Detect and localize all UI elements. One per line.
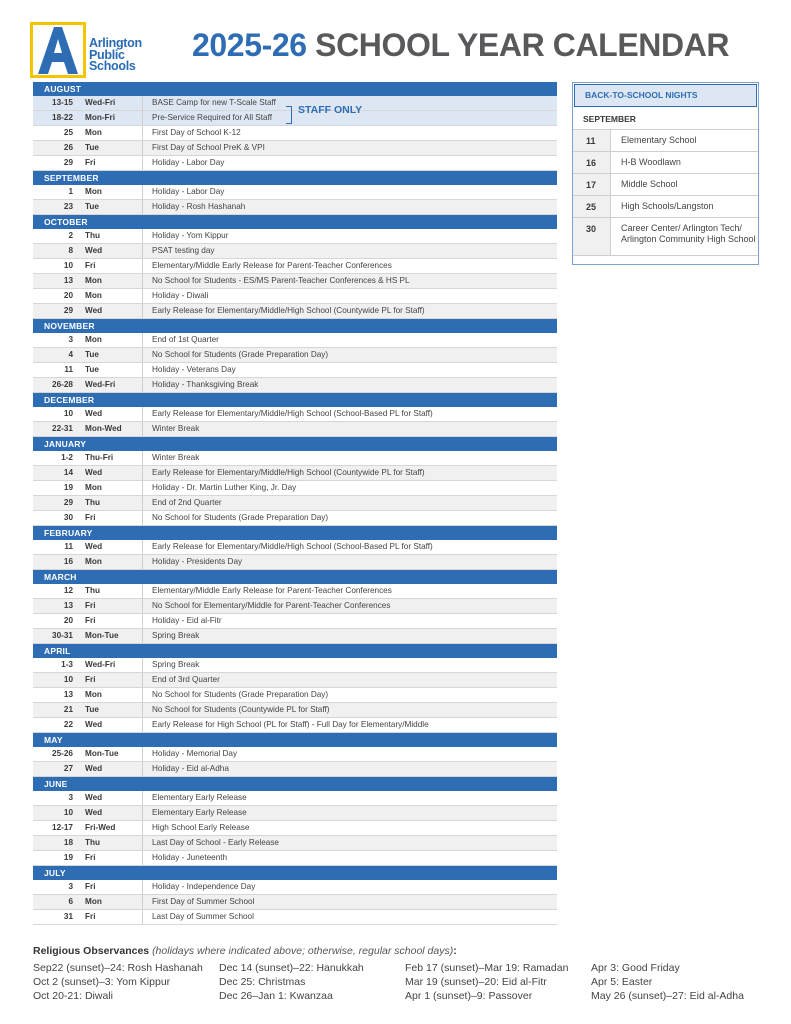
row-description: No School for Elementary/Middle for Parent-Teacher Conferences [152, 601, 391, 610]
month-header: JANUARY [33, 437, 557, 451]
row-date: 20 [63, 291, 73, 300]
bts-school: Middle School [610, 174, 758, 195]
row-day: Wed-Fri [85, 660, 116, 669]
table-row [33, 806, 557, 821]
month-header: OCTOBER [33, 215, 557, 229]
column-divider [142, 407, 143, 421]
religious-item: Apr 5: Easter [591, 976, 653, 988]
column-divider [142, 496, 143, 510]
row-date: 18-22 [52, 113, 73, 122]
row-date: 13 [63, 690, 73, 699]
religious-item: Sep22 (sunset)–24: Rosh Hashanah [33, 962, 203, 974]
row-day: Wed [85, 542, 103, 551]
table-row [33, 111, 557, 126]
row-date: 10 [63, 261, 73, 270]
column-divider [142, 851, 143, 865]
row-description: End of 3rd Quarter [152, 675, 220, 684]
column-divider [142, 378, 143, 392]
table-row [33, 244, 557, 259]
row-day: Fri [85, 912, 96, 921]
row-day: Fri [85, 601, 96, 610]
row-date: 10 [63, 808, 73, 817]
row-day: Wed [85, 306, 103, 315]
row-description: Holiday - Labor Day [152, 187, 225, 196]
row-day: Tue [85, 365, 99, 374]
row-description: Elementary Early Release [152, 793, 247, 802]
row-date: 12-17 [52, 823, 73, 832]
table-row [33, 126, 557, 141]
table-row [33, 614, 557, 629]
table-row [33, 880, 557, 895]
column-divider [142, 96, 143, 110]
staff-only-label: STAFF ONLY [298, 104, 363, 116]
row-day: Thu [85, 231, 101, 240]
religious-column [33, 961, 203, 1003]
row-day: Tue [85, 202, 99, 211]
table-row [33, 629, 557, 644]
row-description: Elementary Early Release [152, 808, 247, 817]
row-description: Early Release for Elementary/Middle/High School (School-Based PL for Staff) [152, 409, 433, 418]
religious-item: Feb 17 (sunset)–Mar 19: Ramadan [405, 962, 569, 974]
table-row [33, 762, 557, 777]
row-description: Holiday - Presidents Day [152, 557, 243, 566]
row-description: Holiday - Independence Day [152, 882, 256, 891]
row-description: PSAT testing day [152, 246, 215, 255]
bts-school: H-B Woodlawn [610, 152, 758, 173]
column-divider [142, 673, 143, 687]
row-date: 19 [63, 853, 73, 862]
row-description: Holiday - Thanksgiving Break [152, 380, 259, 389]
table-row [33, 185, 557, 200]
table-row [33, 156, 557, 171]
row-date: 1-3 [61, 660, 73, 669]
column-divider [142, 658, 143, 672]
religious-item: Apr 1 (sunset)–9: Passover [405, 990, 533, 1002]
row-day: Mon-Wed [85, 424, 122, 433]
row-day: Tue [85, 705, 99, 714]
column-divider [142, 511, 143, 525]
column-divider [142, 304, 143, 318]
table-row [33, 703, 557, 718]
table-row [33, 791, 557, 806]
row-date: 27 [63, 764, 73, 773]
religious-column [219, 961, 364, 1003]
row-day: Fri [85, 616, 96, 625]
column-divider [142, 614, 143, 628]
month-header: DECEMBER [33, 393, 557, 407]
table-row [33, 481, 557, 496]
logo-text: Arlington Public Schools [89, 36, 142, 73]
table-row [33, 229, 557, 244]
table-row [33, 451, 557, 466]
row-description: First Day of Summer School [152, 897, 255, 906]
row-date: 11 [64, 542, 73, 551]
row-day: Mon [85, 483, 102, 492]
row-description: Last Day of Summer School [152, 912, 254, 921]
row-description: First Day of School K-12 [152, 128, 241, 137]
row-day: Tue [85, 143, 99, 152]
back-to-school-month: SEPTEMBER [573, 108, 758, 130]
religious-note: (holidays where indicated above; otherwise, regular school days) [152, 945, 454, 957]
list-item [573, 174, 758, 196]
table-row [33, 304, 557, 319]
row-date: 25-26 [52, 749, 73, 758]
month-header: AUGUST [33, 82, 557, 96]
column-divider [142, 629, 143, 643]
table-row [33, 407, 557, 422]
row-description: Holiday - Rosh Hashanah [152, 202, 246, 211]
row-day: Wed [85, 468, 103, 477]
month-header: APRIL [33, 644, 557, 658]
page-title [192, 27, 729, 64]
religious-item: Dec 25: Christmas [219, 976, 306, 988]
column-divider [142, 333, 143, 347]
table-row [33, 895, 557, 910]
back-to-school-box [572, 82, 759, 265]
row-date: 18 [63, 838, 73, 847]
row-date: 25 [63, 128, 73, 137]
table-row [33, 555, 557, 570]
column-divider [142, 762, 143, 776]
table-row [33, 584, 557, 599]
month-header: NOVEMBER [33, 319, 557, 333]
row-date: 13 [63, 601, 73, 610]
row-description: Early Release for Elementary/Middle/High School (School-Based PL for Staff) [152, 542, 433, 551]
column-divider [142, 584, 143, 598]
table-row [33, 274, 557, 289]
row-description: Holiday - Veterans Day [152, 365, 236, 374]
column-divider [142, 363, 143, 377]
row-description: Holiday - Yom Kippur [152, 231, 229, 240]
row-date: 3 [68, 882, 73, 891]
column-divider [142, 555, 143, 569]
row-day: Fri [85, 158, 96, 167]
column-divider [142, 836, 143, 850]
row-day: Tue [85, 350, 99, 359]
row-day: Fri [85, 882, 96, 891]
row-date: 10 [63, 675, 73, 684]
row-day: Mon [85, 276, 102, 285]
row-description: Elementary/Middle Early Release for Parent-Teacher Conferences [152, 586, 392, 595]
column-divider [142, 599, 143, 613]
row-day: Mon-Tue [85, 749, 119, 758]
row-description: Holiday - Diwali [152, 291, 209, 300]
row-description: Early Release for High School (PL for Staff) - Full Day for Elementary/Middle [152, 720, 429, 729]
row-date: 1 [68, 187, 73, 196]
row-description: Early Release for Elementary/Middle/High School (Countywide PL for Staff) [152, 306, 425, 315]
row-date: 30 [63, 513, 73, 522]
row-day: Mon-Fri [85, 113, 116, 122]
table-row [33, 422, 557, 437]
row-date: 29 [63, 498, 73, 507]
column-divider [142, 451, 143, 465]
row-day: Thu [85, 838, 101, 847]
row-date: 26-28 [52, 380, 73, 389]
table-row [33, 363, 557, 378]
month-header: MAY [33, 733, 557, 747]
row-date: 30-31 [52, 631, 73, 640]
row-description: End of 1st Quarter [152, 335, 219, 344]
row-date: 26 [63, 143, 73, 152]
column-divider [142, 747, 143, 761]
row-day: Fri-Wed [85, 823, 116, 832]
column-divider [142, 422, 143, 436]
row-date: 23 [63, 202, 73, 211]
row-date: 29 [63, 158, 73, 167]
religious-item: Mar 19 (sunset)–20: Eid al-Fitr [405, 976, 547, 988]
row-day: Mon [85, 128, 102, 137]
row-date: 13-15 [52, 98, 73, 107]
religious-item: Oct 20-21: Diwali [33, 990, 113, 1002]
row-description: Pre-Service Required for All Staff [152, 113, 272, 122]
column-divider [142, 259, 143, 273]
row-date: 4 [68, 350, 73, 359]
month-header: FEBRUARY [33, 526, 557, 540]
table-row [33, 658, 557, 673]
row-description: Last Day of School - Early Release [152, 838, 279, 847]
row-date: 6 [68, 897, 73, 906]
column-divider [142, 910, 143, 924]
row-date: 13 [63, 276, 73, 285]
row-date: 12 [63, 586, 73, 595]
row-day: Fri [85, 853, 96, 862]
row-date: 19 [63, 483, 73, 492]
bts-date: 11 [586, 136, 596, 146]
row-day: Wed [85, 793, 103, 802]
table-row [33, 540, 557, 555]
column-divider [142, 348, 143, 362]
list-item [573, 196, 758, 218]
row-day: Mon [85, 690, 102, 699]
bts-school: Career Center/ Arlington Tech/ Arlington Community High School [610, 218, 758, 255]
row-description: Holiday - Eid al-Fitr [152, 616, 222, 625]
column-divider [142, 880, 143, 894]
column-divider [142, 185, 143, 199]
row-description: Holiday - Memorial Day [152, 749, 238, 758]
row-description: No School for Students (Grade Preparation Day) [152, 513, 329, 522]
column-divider [142, 821, 143, 835]
row-day: Fri [85, 261, 96, 270]
list-item [573, 218, 758, 256]
back-to-school-title: BACK-TO-SCHOOL NIGHTS [574, 84, 757, 107]
table-row [33, 496, 557, 511]
bts-date: 30 [586, 224, 597, 234]
table-row [33, 466, 557, 481]
row-day: Mon [85, 291, 102, 300]
table-row [33, 836, 557, 851]
row-description: High School Early Release [152, 823, 250, 832]
calendar-table [33, 82, 557, 925]
row-description: End of 2nd Quarter [152, 498, 222, 507]
row-description: Early Release for Elementary/Middle/High School (Countywide PL for Staff) [152, 468, 425, 477]
row-date: 2 [68, 231, 73, 240]
table-row [33, 599, 557, 614]
table-row [33, 378, 557, 393]
row-description: Spring Break [152, 660, 200, 669]
row-description: BASE Camp for new T-Scale Staff [152, 98, 276, 107]
row-description: Holiday - Juneteenth [152, 853, 228, 862]
row-description: No School for Students (Grade Preparation Day) [152, 350, 329, 359]
row-description: Winter Break [152, 453, 200, 462]
row-date: 21 [63, 705, 73, 714]
table-row [33, 348, 557, 363]
table-row [33, 200, 557, 215]
column-divider [142, 718, 143, 732]
column-divider [142, 466, 143, 480]
staff-only-bracket [286, 106, 292, 124]
religious-observances-title: Religious Observances (holidays where indicated above; otherwise, regular school days): [33, 945, 457, 957]
row-date: 11 [64, 365, 73, 374]
title-year: 2025-26 [192, 27, 307, 63]
row-date: 20 [63, 616, 73, 625]
table-row [33, 688, 557, 703]
column-divider [142, 703, 143, 717]
row-date: 8 [68, 246, 73, 255]
religious-item: May 26 (sunset)–27: Eid al-Adha [591, 990, 744, 1002]
table-row [33, 141, 557, 156]
title-text: SCHOOL YEAR CALENDAR [315, 27, 730, 63]
column-divider [142, 791, 143, 805]
month-header: JULY [33, 866, 557, 880]
row-description: No School for Students (Countywide PL for Staff) [152, 705, 330, 714]
row-day: Thu-Fri [85, 453, 114, 462]
list-item [573, 152, 758, 174]
logo-a-icon [30, 22, 86, 78]
column-divider [142, 274, 143, 288]
table-row [33, 851, 557, 866]
row-date: 14 [63, 468, 73, 477]
row-day: Wed [85, 246, 103, 255]
table-row [33, 333, 557, 348]
column-divider [142, 126, 143, 140]
row-description: Winter Break [152, 424, 200, 433]
row-description: Holiday - Labor Day [152, 158, 225, 167]
row-day: Thu [85, 498, 101, 507]
bts-date: 16 [586, 158, 597, 168]
row-day: Wed-Fri [85, 380, 116, 389]
row-day: Wed [85, 764, 103, 773]
row-day: Fri [85, 675, 96, 684]
table-row [33, 259, 557, 274]
row-date: 29 [63, 306, 73, 315]
religious-column [405, 961, 568, 1003]
row-description: Spring Break [152, 631, 200, 640]
row-date: 1-2 [61, 453, 73, 462]
month-header: SEPTEMBER [33, 171, 557, 185]
row-day: Wed [85, 808, 103, 817]
row-day: Wed-Fri [85, 98, 116, 107]
row-description: First Day of School PreK & VPI [152, 143, 265, 152]
table-row [33, 511, 557, 526]
column-divider [142, 806, 143, 820]
row-description: Elementary/Middle Early Release for Parent-Teacher Conferences [152, 261, 392, 270]
religious-column [591, 961, 744, 1003]
column-divider [142, 141, 143, 155]
column-divider [142, 200, 143, 214]
table-row [33, 821, 557, 836]
column-divider [142, 688, 143, 702]
table-row [33, 747, 557, 762]
column-divider [142, 111, 143, 125]
row-day: Mon [85, 335, 102, 344]
table-row [33, 910, 557, 925]
column-divider [142, 229, 143, 243]
bts-date: 25 [586, 202, 597, 212]
district-logo [30, 22, 158, 80]
row-description: Holiday - Dr. Martin Luther King, Jr. Day [152, 483, 297, 492]
row-date: 31 [63, 912, 73, 921]
row-description: Holiday - Eid al-Adha [152, 764, 229, 773]
row-description: No School for Students (Grade Preparation Day) [152, 690, 329, 699]
row-day: Mon-Tue [85, 631, 119, 640]
row-day: Mon [85, 897, 102, 906]
row-day: Fri [85, 513, 96, 522]
bts-school: High Schools/Langston [610, 196, 758, 217]
bts-school: Elementary School [610, 130, 758, 151]
table-row [33, 96, 557, 111]
bts-date: 17 [586, 180, 597, 190]
religious-item: Dec 26–Jan 1: Kwanzaa [219, 990, 333, 1002]
month-header: JUNE [33, 777, 557, 791]
column-divider [142, 156, 143, 170]
row-date: 3 [68, 335, 73, 344]
row-date: 3 [68, 793, 73, 802]
row-date: 10 [63, 409, 73, 418]
row-day: Mon [85, 557, 102, 566]
month-header: MARCH [33, 570, 557, 584]
row-day: Wed [85, 720, 103, 729]
row-day: Mon [85, 187, 102, 196]
table-row [33, 718, 557, 733]
table-row [33, 673, 557, 688]
religious-item: Apr 3: Good Friday [591, 962, 680, 974]
row-date: 22-31 [52, 424, 73, 433]
column-divider [142, 289, 143, 303]
table-row [33, 289, 557, 304]
religious-item: Dec 14 (sunset)–22: Hanukkah [219, 962, 364, 974]
row-day: Thu [85, 586, 101, 595]
religious-item: Oct 2 (sunset)–3: Yom Kippur [33, 976, 171, 988]
row-day: Wed [85, 409, 103, 418]
column-divider [142, 244, 143, 258]
list-item [573, 130, 758, 152]
row-date: 16 [63, 557, 73, 566]
row-date: 22 [63, 720, 73, 729]
column-divider [142, 481, 143, 495]
row-description: No School for Students - ES/MS Parent-Teacher Conferences & HS PL [152, 276, 410, 285]
column-divider [142, 540, 143, 554]
column-divider [142, 895, 143, 909]
